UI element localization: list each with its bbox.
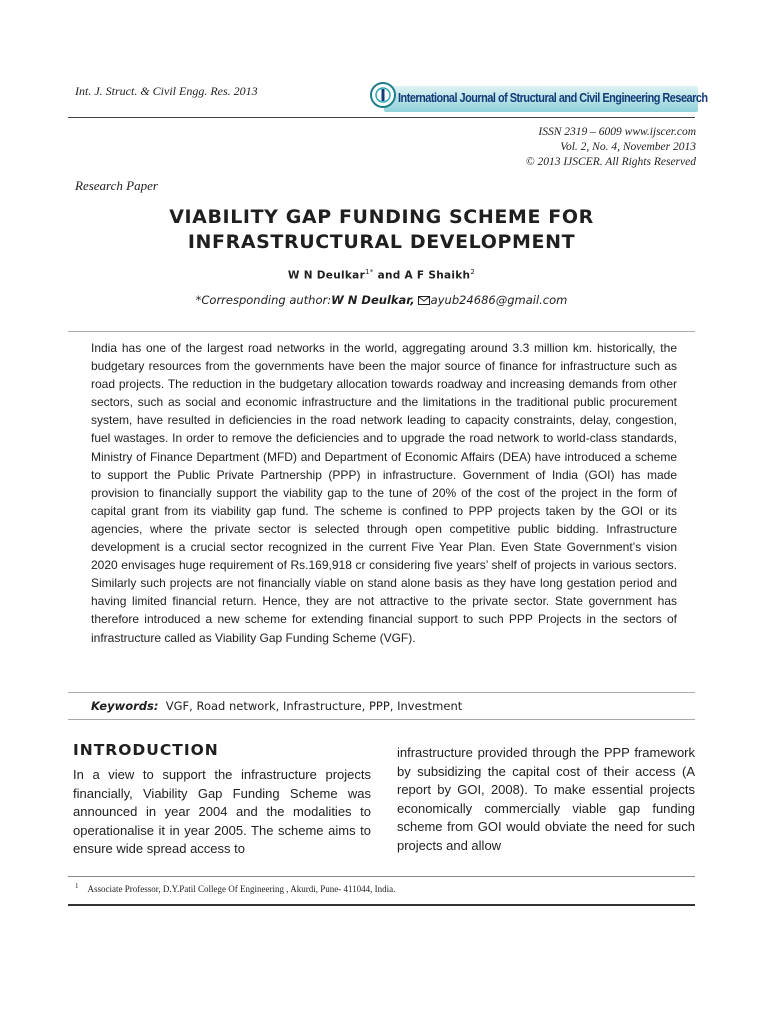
keywords-value: VGF, Road network, Infrastructure, PPP, Investment (165, 699, 463, 713)
introduction-left-column: In a view to support the infrastructure projects financially, Viability Gap Funding Scheme was announced in year 2004 and the modalities to operationalise it in year 2005. The scheme aims to ensure wide spread access to (73, 767, 371, 856)
corresponding-prefix: *Corresponding author: (195, 293, 332, 307)
keywords (91, 699, 462, 713)
author-connector: and (377, 269, 401, 282)
journal-name: International Journal of Structural and Civil Engineering Research (398, 90, 708, 105)
journal-banner (368, 78, 708, 114)
abstract-top-divider (68, 331, 695, 332)
publication-info (526, 125, 696, 170)
abstract-bottom-divider (68, 692, 695, 693)
volume-line: Vol. 2, No. 4, November 2013 (560, 141, 696, 153)
page-bottom-rule (68, 904, 695, 906)
title-line-2: INFRASTRUCTURAL DEVELOPMENT (187, 231, 576, 253)
journal-abbreviation: Int. J. Struct. & Civil Engg. Res. 2013 (75, 84, 258, 98)
paper-type: Research Paper (75, 178, 158, 193)
author-2: A F Shaikh (404, 269, 471, 282)
abstract: India has one of the largest road networks in the world, aggregating around 3.3 million km. historically, the budgetary resources from the governments have been the major source of finance for infrastructure such as road projects. The reduction in the budgetary allocation towards roadway and increasing demands from other sectors, such as social and economic infrastructure and the limitations in the traditional public procurement system, have resulted in deficiencies in the road network leading to capacity constraints, delay, congestion, fuel wastages. In order to remove the deficiencies and to upgrade the road network to world-class standards, Ministry of Finance Department (MFD) and Department of Economic Affairs (DEA) have introduced a scheme to support the Public Private Partnership (PPP) in infrastructure. Government of India (GOI) has made provision to financially support the viability gap to the tune of 20% of the cost of the project in the form of capital grant from its viability gap fund. The scheme is confined to PPP projects taken by the GOI or its agencies, where the private sector is selected through open competitive public bidding. Infrastructure development is a crucial sector recognized in the current Five Year Plan. Even State Government’s vision 2020 envisages huge requirement of Rs.169,918 cr considering five years’ shelf of projects in various sectors. Similarly such projects are not financially viable on stand alone basis as they have long gestation period and having limited financial return. Hence, they are not attractive to the private sector. State government has therefore introduced a new scheme for extending financial support to such PPP Projects in the sectors of infrastructure called as Viability Gap Funding Scheme (VGF). (91, 341, 677, 645)
author-1: W N Deulkar (287, 269, 366, 282)
author-list (68, 268, 695, 282)
envelope-icon (418, 296, 430, 305)
corresponding-author (68, 293, 695, 307)
paper-title (68, 205, 695, 255)
keywords-divider (68, 719, 695, 720)
footnote (75, 882, 395, 894)
author-2-affiliation-mark: 2 (470, 268, 476, 276)
header-divider (68, 117, 695, 118)
copyright-line: © 2013 IJSCER. All Rights Reserved (525, 156, 696, 168)
introduction-right-column: infrastructure provided through the PPP framework by subsidizing the capital cost of their access (A report by GOI, 2008). To make essential projects economically commercially viable gap funding scheme from GOI would obviate the need for such projects and allow (397, 745, 695, 853)
footnote-divider (68, 876, 695, 877)
keywords-label: Keywords: (91, 699, 159, 713)
footnote-mark: 1 (75, 882, 79, 890)
title-line-1: VIABILITY GAP FUNDING SCHEME FOR (169, 206, 594, 228)
footnote-text: Associate Professor, D.Y.Patil College Of Engineering , Akurdi, Pune- 411044, India. (87, 884, 396, 894)
issn-line: ISSN 2319 – 6009 www.ijscer.com (538, 126, 696, 138)
author-1-affiliation-mark: 1* (365, 268, 374, 276)
corresponding-email[interactable]: ayub24686@gmail.com (430, 293, 568, 307)
journal-logo-icon (368, 80, 398, 110)
section-heading-introduction: INTRODUCTION (73, 741, 219, 759)
corresponding-name: W N Deulkar, (331, 293, 415, 307)
